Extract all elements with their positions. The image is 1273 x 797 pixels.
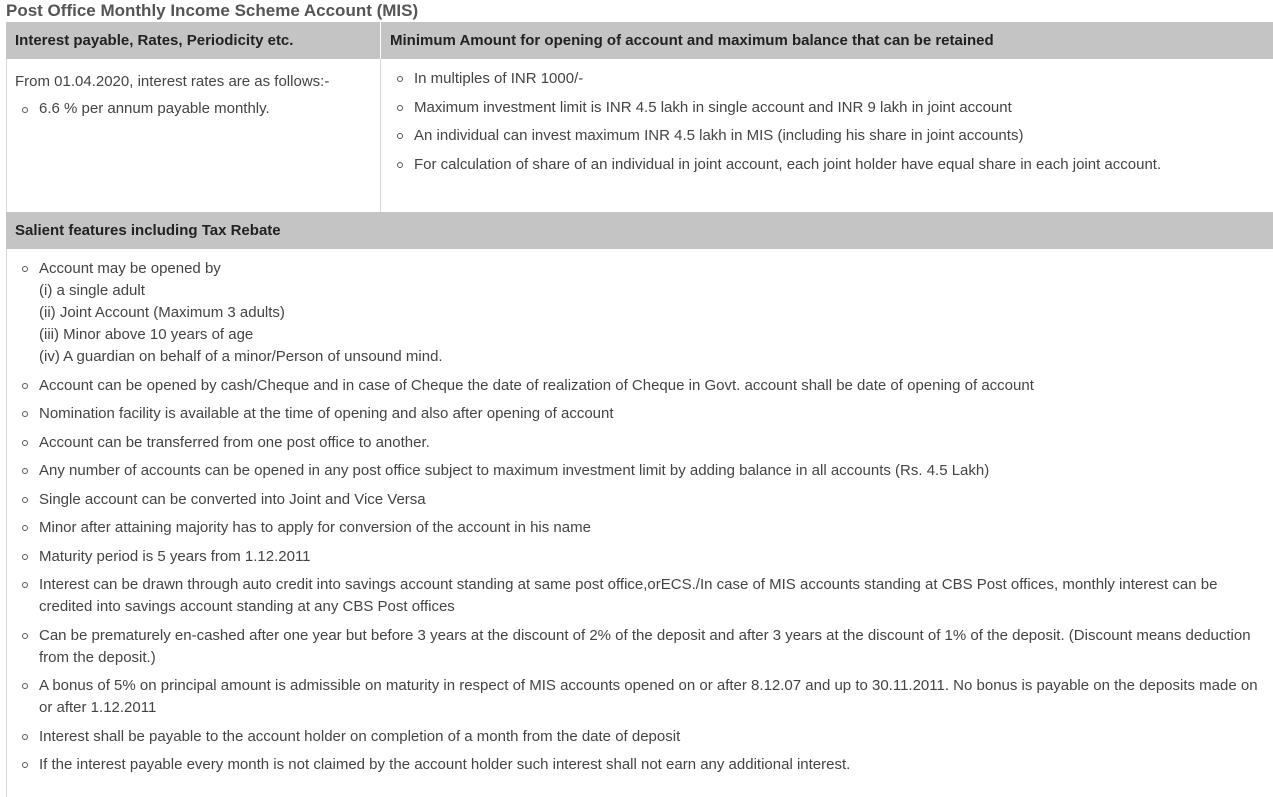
list-item — [390, 97, 1268, 119]
list-item — [15, 403, 1267, 425]
list-item-text: Nomination facility is available at the time of opening and also after opening of account — [39, 405, 614, 422]
list-item-text: Interest can be drawn through auto credit into savings account standing at same post office,orECS./In case of MIS accounts standing at CBS Post offices, monthly interest can be credited into savings account standing at any CBS Post offices — [39, 576, 1218, 615]
list-item-text: Maturity period is 5 years from 1.12.2011 — [39, 547, 311, 565]
list-item — [15, 432, 1267, 454]
list-item-text: Single account can be converted into Joint and Vice Versa — [39, 490, 426, 508]
list-item — [15, 726, 1267, 748]
list-item — [15, 754, 1267, 776]
bullet-icon — [22, 468, 28, 474]
bullet-icon — [22, 762, 28, 768]
list-item-text: Can be prematurely en-cashed after one year but before 3 years at the discount of 2% of the deposit and after 3 years at the discount of 1% of the deposit. (Discount means deduction from the deposit.) — [39, 626, 1251, 666]
sub-item: (ii) Joint Account (Maximum 3 adults) — [39, 304, 285, 321]
bullet-icon — [22, 582, 28, 588]
minimum-amount-list — [390, 68, 1268, 176]
list-item-text: Any number of accounts can be opened in any post office subject to maximum investment limit by adding balance in all accounts (Rs. 4.5 Lakh) — [39, 462, 990, 479]
list-item-text: Account can be opened by cash/Cheque and in case of Cheque the date of realization of Cheque in Govt. account shall be date of opening of account — [39, 376, 1034, 394]
bullet-icon — [22, 411, 28, 417]
column-divider — [380, 59, 381, 212]
interest-intro: From 01.04.2020, interest rates are as follows:- — [15, 73, 330, 90]
bullet-icon — [22, 734, 28, 740]
list-item — [15, 258, 1267, 368]
list-item — [15, 99, 375, 119]
bullet-icon — [22, 497, 28, 503]
list-item — [15, 625, 1267, 669]
bullet-icon — [22, 266, 28, 272]
list-item-text: For calculation of share of an individual in joint account, each joint holder have equal share in each joint account. — [414, 155, 1162, 173]
salient-features-header: Salient features including Tax Rebate — [6, 212, 1273, 249]
list-item-text: In multiples of INR 1000/- — [414, 70, 584, 87]
sub-item: (iv) A guardian on behalf of a minor/Person of unsound mind. — [39, 348, 443, 365]
list-item — [15, 489, 1267, 511]
list-item-text: Account can be transferred from one post office to another. — [39, 433, 430, 451]
sub-item: (i) a single adult — [39, 282, 145, 299]
bullet-icon — [22, 554, 28, 560]
bullet-icon — [22, 683, 28, 689]
bullet-icon — [22, 525, 28, 531]
bullet-icon — [397, 133, 403, 139]
list-item — [390, 68, 1268, 90]
bullet-icon — [22, 633, 28, 639]
bullet-icon — [397, 105, 403, 111]
sub-item: (iii) Minor above 10 years of age — [39, 326, 254, 343]
list-item — [15, 460, 1267, 482]
bullet-icon — [397, 76, 403, 82]
list-item — [390, 154, 1268, 176]
list-item — [15, 375, 1267, 397]
minimum-amount-cell — [390, 68, 1268, 182]
account-opening-options — [39, 258, 1267, 368]
column-header-minimum-amount: Minimum Amount for opening of account and maximum balance that can be retained — [380, 22, 1273, 59]
list-item-text: Maximum investment limit is INR 4.5 lakh in single account and INR 9 lakh in joint account — [414, 98, 1012, 116]
salient-features-cell — [15, 258, 1267, 783]
interest-list — [15, 99, 375, 119]
list-item-text: 6.6 % per annum payable monthly. — [39, 100, 270, 117]
bullet-icon — [22, 107, 28, 113]
list-item-text: Account may be opened by — [39, 260, 221, 277]
list-item — [390, 125, 1268, 147]
salient-features-list — [15, 258, 1267, 776]
list-item-text: If the interest payable every month is not claimed by the account holder such interest shall not earn any additional interest. — [39, 756, 851, 773]
list-item-text: An individual can invest maximum INR 4.5 lakh in MIS (including his share in joint accounts) — [414, 127, 1024, 144]
bullet-icon — [22, 383, 28, 389]
list-item — [15, 546, 1267, 568]
list-item-text: A bonus of 5% on principal amount is admissible on maturity in respect of MIS accounts opened on or after 8.12.07 and up to 30.11.2011. No bonus is payable on the deposits made on or after 1.12.2011 — [39, 677, 1258, 716]
list-item — [15, 517, 1267, 539]
bullet-icon — [397, 162, 403, 168]
list-item — [15, 675, 1267, 719]
list-item-text: Minor after attaining majority has to apply for conversion of the account in his name — [39, 519, 591, 536]
list-item-text: Interest shall be payable to the account holder on completion of a month from the date of deposit — [39, 727, 681, 745]
bullet-icon — [22, 440, 28, 446]
list-item — [15, 574, 1267, 618]
interest-cell — [15, 72, 375, 119]
page-title: Post Office Monthly Income Scheme Account (MIS) — [6, 1, 419, 20]
column-header-interest: Interest payable, Rates, Periodicity etc. — [6, 22, 380, 59]
